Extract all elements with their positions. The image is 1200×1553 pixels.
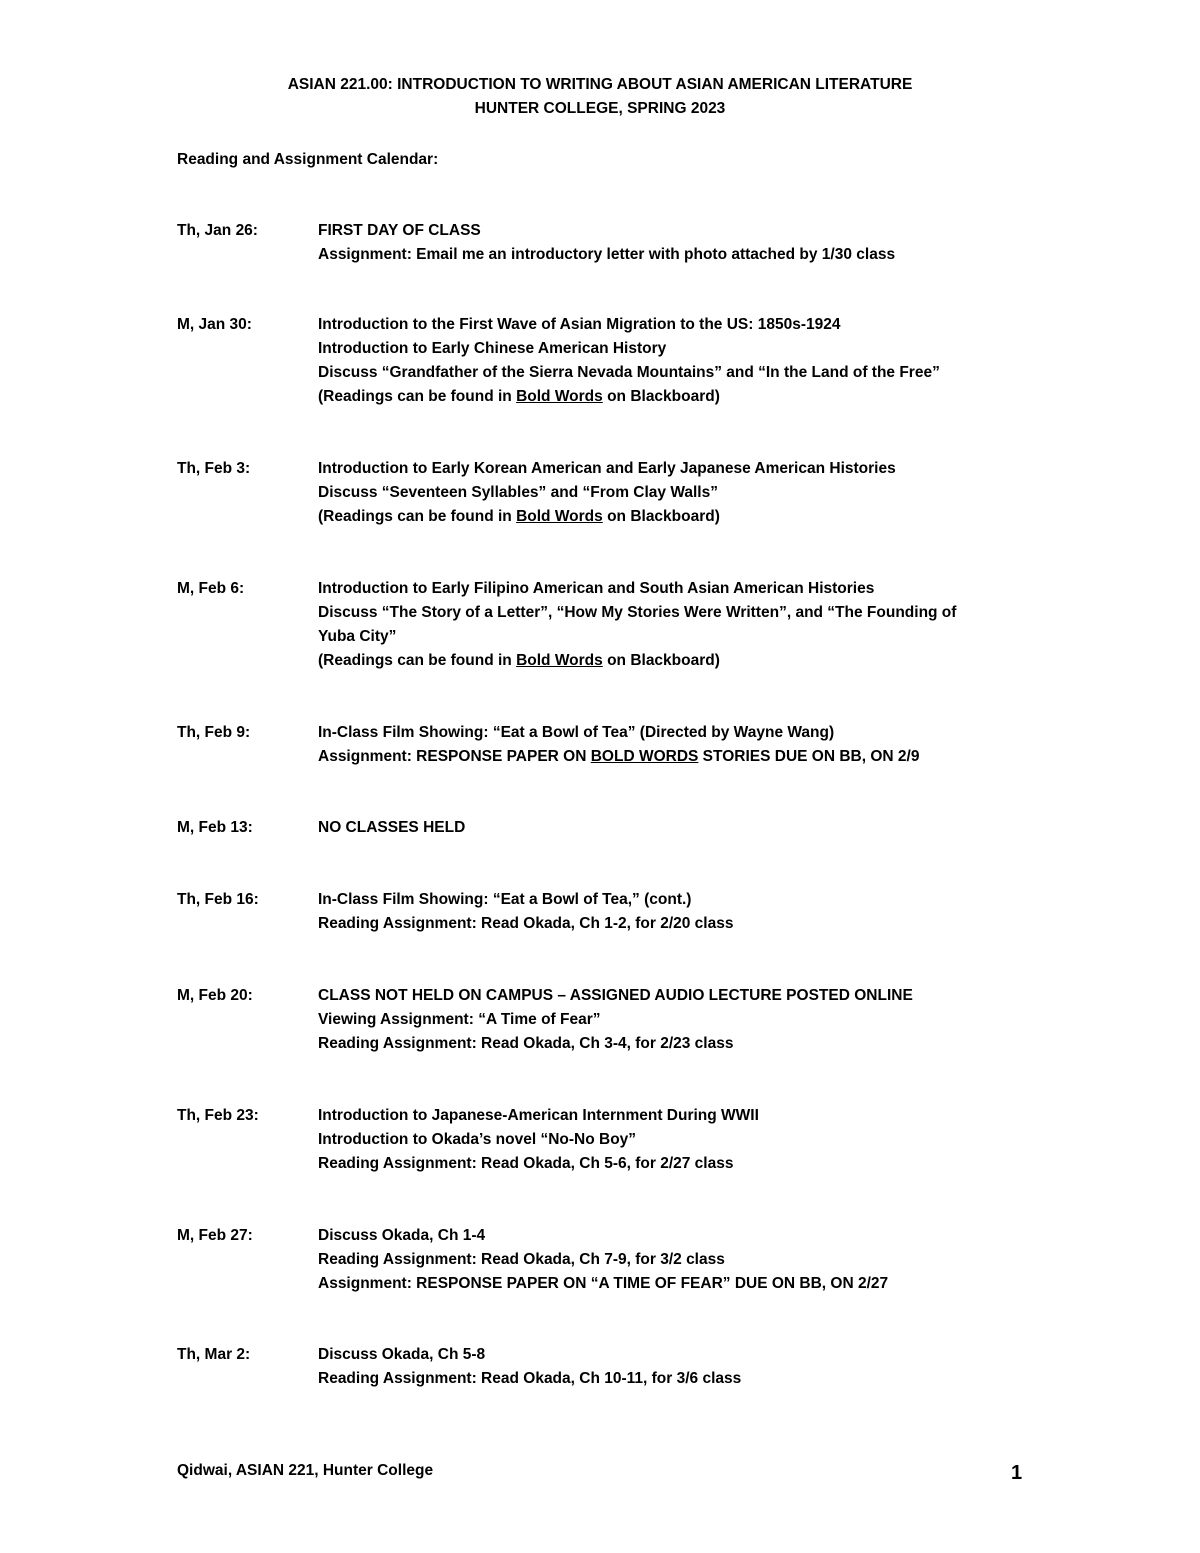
bold-words-link: Bold Words	[516, 508, 603, 525]
entry-line: In-Class Film Showing: “Eat a Bowl of Tea” (Directed by Wayne Wang)	[318, 724, 835, 741]
entry-body	[318, 888, 1026, 936]
entry-line: Discuss “The Story of a Letter”, “How My Stories Were Written”, and “The Founding of	[318, 604, 957, 621]
entry-line: In-Class Film Showing: “Eat a Bowl of Tea,” (cont.)	[318, 891, 692, 908]
entry-line: Discuss “Seventeen Syllables” and “From Clay Walls”	[318, 484, 718, 501]
note-text: STORIES DUE ON BB, ON 2/9	[698, 748, 920, 765]
calendar-entry	[177, 1224, 1027, 1296]
entry-note	[318, 649, 1026, 673]
entry-date: M, Feb 20:	[177, 987, 253, 1004]
entry-line: Reading Assignment: Read Okada, Ch 3-4, for 2/23 class	[318, 1035, 734, 1052]
entry-date: Th, Feb 23:	[177, 1107, 259, 1124]
calendar-entry	[177, 1343, 1027, 1391]
entry-date: M, Feb 27:	[177, 1227, 253, 1244]
entry-line: Introduction to the First Wave of Asian Migration to the US: 1850s-1924	[318, 316, 841, 333]
entry-body	[318, 577, 1026, 673]
calendar-entry	[177, 219, 1027, 267]
entry-line: Reading Assignment: Read Okada, Ch 7-9, for 3/2 class	[318, 1251, 725, 1268]
note-text: (Readings can be found in	[318, 652, 517, 669]
entry-line: Discuss Okada, Ch 5-8	[318, 1346, 486, 1363]
entry-note	[318, 745, 1026, 769]
calendar-entry	[177, 457, 1027, 529]
entry-body	[318, 457, 1026, 529]
bold-words-link: Bold Words	[516, 652, 603, 669]
entry-date: Th, Feb 16:	[177, 891, 259, 908]
page-header	[0, 73, 1200, 121]
entry-body	[318, 1343, 1026, 1391]
entry-date: Th, Mar 2:	[177, 1346, 251, 1363]
entry-line: Discuss “Grandfather of the Sierra Nevada Mountains” and “In the Land of the Free”	[318, 364, 940, 381]
entry-date: M, Feb 6:	[177, 580, 245, 597]
entry-date: Th, Jan 26:	[177, 222, 258, 239]
page-number: 1	[1011, 1462, 1023, 1484]
bold-words-link: BOLD WORDS	[590, 748, 699, 765]
entry-date: Th, Feb 3:	[177, 460, 251, 477]
note-text: (Readings can be found in	[318, 388, 517, 405]
document-subtitle: HUNTER COLLEGE, SPRING 2023	[474, 100, 726, 117]
entry-line: Reading Assignment: Read Okada, Ch 1-2, for 2/20 class	[318, 915, 734, 932]
entry-body	[318, 984, 1026, 1056]
entry-line: Introduction to Japanese-American Internment During WWII	[318, 1107, 759, 1124]
page-footer: Qidwai, ASIAN 221, Hunter College	[177, 1462, 434, 1479]
calendar-heading: Reading and Assignment Calendar:	[177, 151, 439, 168]
entry-line: CLASS NOT HELD ON CAMPUS – ASSIGNED AUDIO LECTURE POSTED ONLINE	[318, 987, 913, 1004]
entry-line: Introduction to Early Korean American and Early Japanese American Histories	[318, 460, 896, 477]
calendar-entry	[177, 577, 1027, 673]
entry-line: Yuba City”	[318, 628, 397, 645]
entry-note	[318, 385, 1026, 409]
entry-date: M, Feb 13:	[177, 819, 253, 836]
calendar-entry	[177, 313, 1027, 409]
entry-note	[318, 505, 1026, 529]
document-title: ASIAN 221.00: INTRODUCTION TO WRITING ABOUT ASIAN AMERICAN LITERATURE	[287, 76, 913, 93]
entry-body	[318, 1104, 1026, 1176]
note-text: on Blackboard)	[602, 652, 720, 669]
calendar-entry	[177, 1104, 1027, 1176]
entry-line: Reading Assignment: Read Okada, Ch 10-11, for 3/6 class	[318, 1370, 742, 1387]
entry-line: NO CLASSES HELD	[318, 819, 466, 836]
entry-line: FIRST DAY OF CLASS	[318, 222, 481, 239]
note-text: Assignment: RESPONSE PAPER ON	[318, 748, 591, 765]
entry-line: Introduction to Early Filipino American and South Asian American Histories	[318, 580, 875, 597]
note-text: on Blackboard)	[602, 508, 720, 525]
entry-line: Assignment: Email me an introductory letter with photo attached by 1/30 class	[318, 246, 896, 263]
entry-line: Assignment: RESPONSE PAPER ON “A TIME OF FEAR” DUE ON BB, ON 2/27	[318, 1275, 889, 1292]
calendar-entry	[177, 816, 1027, 840]
entry-line: Introduction to Early Chinese American History	[318, 340, 667, 357]
entry-body	[318, 816, 1026, 840]
entry-line: Discuss Okada, Ch 1-4	[318, 1227, 486, 1244]
calendar-entry	[177, 721, 1027, 769]
entry-line: Introduction to Okada’s novel “No-No Boy”	[318, 1131, 637, 1148]
entry-body	[318, 219, 1026, 267]
calendar-entry	[177, 888, 1027, 936]
bold-words-link: Bold Words	[516, 388, 603, 405]
entry-body	[318, 721, 1026, 769]
entry-line: Reading Assignment: Read Okada, Ch 5-6, for 2/27 class	[318, 1155, 734, 1172]
entry-body	[318, 313, 1026, 409]
note-text: (Readings can be found in	[318, 508, 517, 525]
entry-line: Viewing Assignment: “A Time of Fear”	[318, 1011, 601, 1028]
calendar-entry	[177, 984, 1027, 1056]
entry-body	[318, 1224, 1026, 1296]
note-text: on Blackboard)	[602, 388, 720, 405]
entry-date: Th, Feb 9:	[177, 724, 251, 741]
entry-date: M, Jan 30:	[177, 316, 252, 333]
